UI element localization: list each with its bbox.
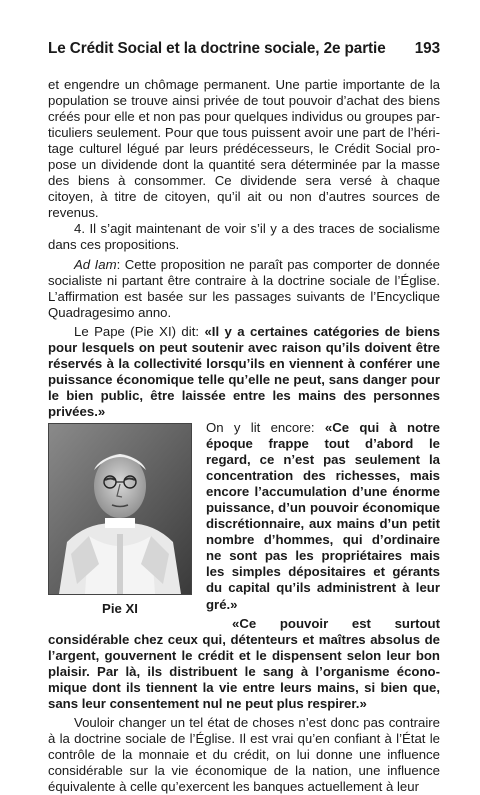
running-title: Le Crédit Social et la doctrine sociale, 2e partie <box>48 40 386 57</box>
paragraph-4 <box>48 324 440 420</box>
pope-portrait-image <box>48 423 192 595</box>
quote-1: «Il y a certaines catégories de biens pour lesquels on peut soutenir avec raison qu’ils doivent être réservés à la collectivité lorsqu’ils en viennent à conférer une puissance économique telle qu’elle ne peut, sans danger pour le bien public, être laissée entre les mains des personnes privées.» <box>48 323 441 419</box>
paragraph-5-lead: On y lit encore: <box>206 419 325 435</box>
paragraph-1: et engendre un chômage permanent. Une partie importante de la population se trouve ainsi privée de tout pouvoir d’achat des biens créés pour elle et non pas pour quelques individus ou groupes particuliers seulement. Pour que tous puissent avoir une part de l’héritage culturel légué par leurs prédécesseurs, le Crédit Social propose un dividende dont la quantité sera déterminée par la masse des biens à consommer. Ce dividende sera versé à chaque citoyen, à titre de citoyen, qu’il ait ou non d’autres sources de revenus. <box>48 77 440 221</box>
ad-iam-label: Ad Iam <box>74 256 117 272</box>
running-header <box>48 40 440 58</box>
paragraph-4-lead: Le Pape (Pie XI) dit: <box>74 323 205 339</box>
paragraph-3 <box>48 257 440 321</box>
page-number: 193 <box>414 40 440 57</box>
quote-2: «Ce qui à notre époque frappe tout d’abord le regard, ce n’est pas seulement la concentration des richesses, mais encore l’accumulation d’une énorme puissance, d’un pouvoir économique discrétionnaire, aux mains d’un petit nombre d’hommes, qui d’ordinaire ne sont pas les propriétaires mais les simples dépositaires et gérants du capital qu’ils administrent à leur gré.» <box>206 419 440 612</box>
paragraph-2: 4. Il s’agit maintenant de voir s’il y a des traces de socialisme dans ces propositions. <box>48 221 440 253</box>
body-text <box>48 77 440 795</box>
paragraph-3-text: : Cette proposition ne paraît pas comporter de donnée socialiste ni partant être contraire à la doctrine sociale de l’Église. L’affirmation est basée sur les passages suivants de l’Encyclique Quadragesimo anno. <box>48 256 441 320</box>
portrait-figure <box>48 423 192 617</box>
quote-3: «Ce pouvoir est surtout considérable chez ceux qui, détenteurs et maîtres absolus de l’argent, gouvernent le crédit et le dispensent selon leur bon plaisir. Par là, ils distribuent le sang à l’organisme économique dont ils tiennent la vie entre leurs mains, si bien que, sans leur consentement nul ne peut plus respirer.» <box>48 615 440 711</box>
paragraph-7: Vouloir changer un tel état de choses n’est donc pas contraire à la doctrine sociale de l’Église. Il est vrai qu’en confiant à l’État le contrôle de la monnaie et du crédit, on lui donne une influence considérable sur la vie économique de la nation, une influence équivalente à celle qu’exercent les banques actuellement à leur <box>48 714 440 795</box>
photo-caption: Pie XI <box>102 600 138 616</box>
